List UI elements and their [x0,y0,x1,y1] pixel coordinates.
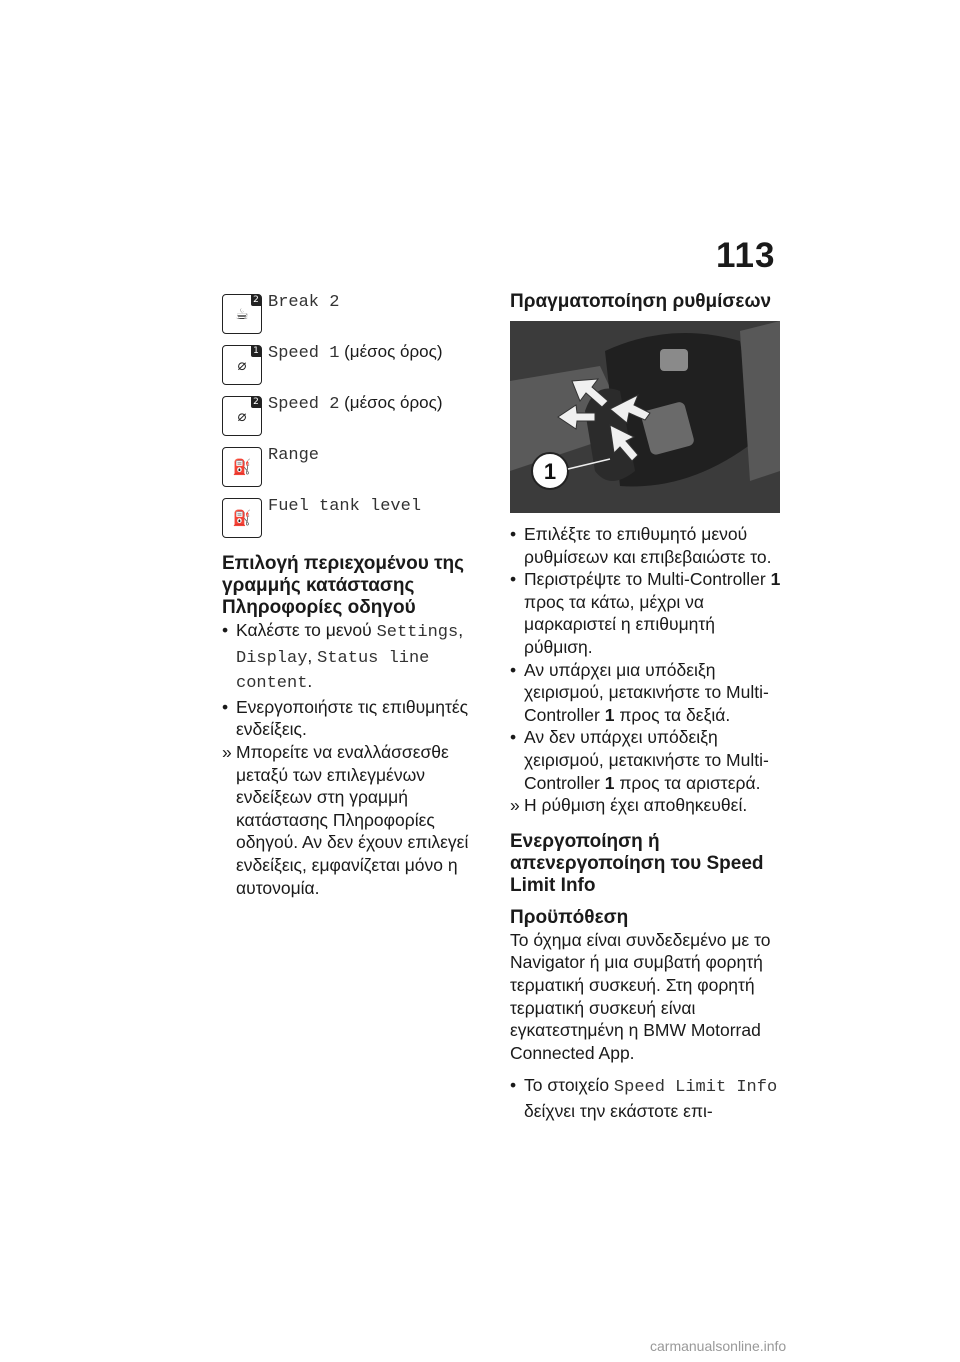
icon-list-item: ⌀ 2 Speed 2 (μέσος όρος) [222,392,482,443]
list-item: • Καλέστε το μενού Settings, Display, Status line content. [222,619,482,696]
icon-label-code: Speed 1 [268,344,340,363]
section-heading-status-line: Επιλογή περιεχομένου της γραμμής κατάστασης Πληροφορίες οδηγού [222,553,465,618]
icon-label-code: Speed 2 [268,395,340,414]
list-item: • Το στοιχείο Speed Limit Info δείχνει την εκάστοτε επι- [510,1074,785,1122]
speed-average-icon: ⌀ 2 [222,396,262,436]
left-column [222,290,482,899]
icon-label-code: Range [268,446,320,465]
section-heading-settings: Πραγματοποίηση ρυθμίσεων [510,291,772,312]
icon-label-code: Break 2 [268,293,340,312]
icon-list-item: ⌀ 1 Speed 1 (μέσος όρος) [222,341,482,392]
subheading-precondition: Προϋπόθεση [510,906,629,928]
page-number: 113 [716,236,776,275]
list-item: • Επιλέξτε το επιθυμητό μενού ρυθμίσεων και επιβεβαιώστε το. [510,523,785,568]
multi-controller-illustration [510,321,780,513]
icon-list-item [222,494,482,545]
instruction-list [510,523,785,817]
section-heading-speed-limit: Ενεργοποίηση ή απενεργοποίηση του Speed Limit Info [510,830,764,896]
display-icon-list [222,290,482,545]
precondition-text: Το όχημα είναι συνδεδεμένο με το Navigator ή μια συμβατή φορητή τερματική συσκευή. Στη φορητή τερματική συσκευή είναι εγκατεστημένη η BMW Motorrad Connected App. [510,929,771,1063]
instruction-list [510,1074,785,1122]
result-item: » Η ρύθμιση έχει αποθηκευθεί. [510,794,785,817]
list-item: • Ενεργοποιήστε τις επιθυμητές ενδείξεις. [222,696,482,741]
fuel-pump-icon: ⛽ [222,498,262,538]
list-item: • Περιστρέψτε το Multi-Controller 1 προς τα κάτω, μέχρι να μαρκαριστεί η επιθυμητή ρύθμιση. [510,568,785,658]
coffee-break-icon: ☕ 2 [222,294,262,334]
figure-callout: 1 [543,459,557,484]
multi-controller-photo [510,321,780,513]
icon-label-code: Fuel tank level [268,497,422,516]
icon-list-item [222,290,482,341]
icon-list-item [222,443,482,494]
result-item: » Μπορείτε να εναλλάσσεσθε μεταξύ των επιλεγμένων ενδείξεων στη γραμμή κατάστασης Πληροφορίες οδηγού. Αν δεν έχουν επιλεγεί ενδείξεις, εμφανίζεται μόνο η αυτονομία. [222,741,482,899]
instruction-list [222,619,482,899]
speed-average-icon: ⌀ 1 [222,345,262,385]
right-column [510,290,785,1122]
watermark: carmanualsonline.info [650,1338,787,1354]
list-item: • Αν δεν υπάρχει υπόδειξη χειρισμού, μετακινήστε το Multi-Controller 1 προς τα αριστερά. [510,726,785,794]
range-fuel-icon: ⛽ [222,447,262,487]
list-item: • Αν υπάρχει μια υπόδειξη χειρισμού, μετακινήστε το Multi-Controller 1 προς τα δεξιά. [510,659,785,727]
